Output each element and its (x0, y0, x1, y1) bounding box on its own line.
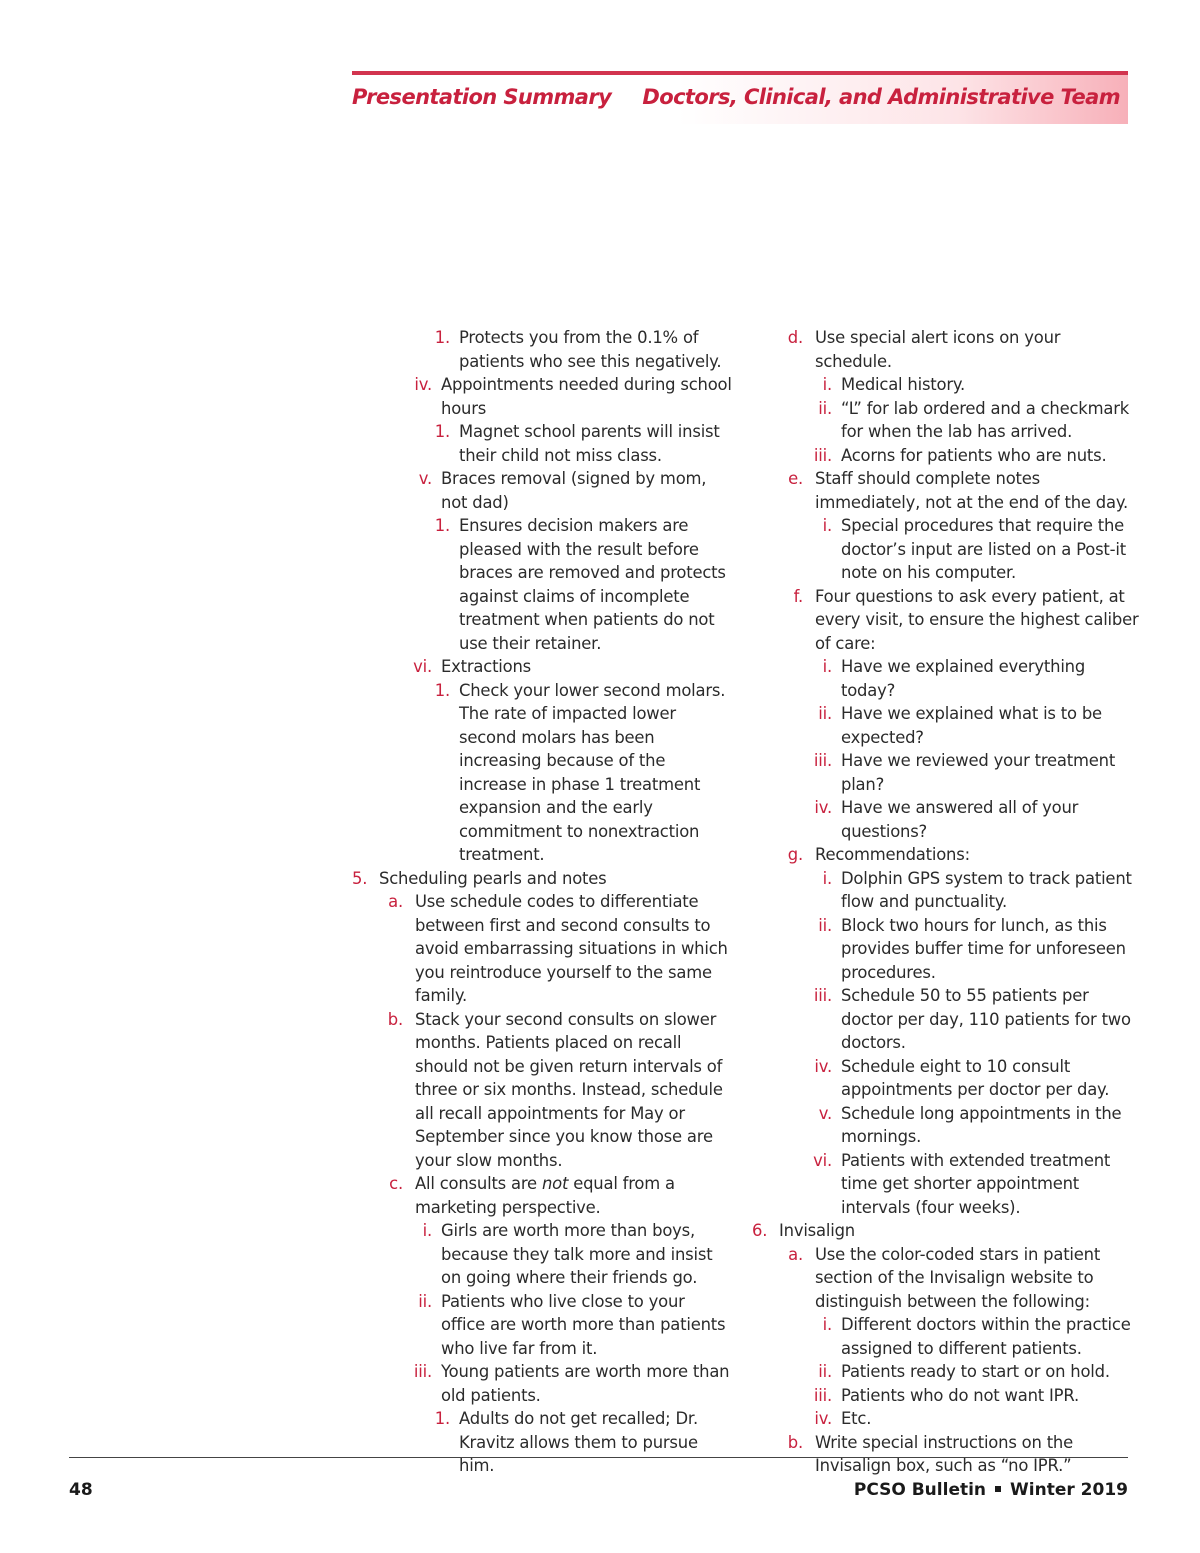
list-marker: f. (793, 586, 803, 606)
list-marker: ii. (818, 1362, 832, 1381)
list-item-text: Protects you from the 0.1% of patients who see this negatively. (459, 328, 722, 371)
list-marker: b. (387, 1009, 403, 1029)
list-item (352, 373, 732, 420)
list-marker: iv. (414, 375, 432, 394)
list-item-text: Acorns for patients who are nuts. (841, 445, 1107, 465)
list-marker: a. (388, 892, 403, 911)
list-item-text: Have we reviewed your treatment plan? (841, 751, 1116, 794)
list-marker: 1. (434, 328, 450, 347)
list-item (752, 1313, 1142, 1360)
list-marker: d. (787, 328, 803, 347)
list-marker: 1. (434, 680, 450, 700)
list-marker: i. (822, 375, 832, 394)
list-item (752, 397, 1142, 444)
list-marker: ii. (818, 398, 832, 418)
list-item-text: Patients ready to start or on hold. (841, 1362, 1110, 1381)
list-marker: iv. (814, 1409, 832, 1428)
footer-divider (69, 1457, 1128, 1458)
square-bullet-icon (995, 1486, 1001, 1492)
list-item (752, 1055, 1142, 1102)
list-item (352, 867, 732, 891)
list-item-text: Staff should complete notes immediately, not at the end of the day. (815, 469, 1129, 512)
list-item-text: Recommendations: (815, 845, 970, 864)
list-item (752, 1431, 1142, 1478)
list-item (752, 373, 1142, 397)
list-item (752, 749, 1142, 796)
list-marker: c. (389, 1174, 403, 1193)
list-item-text: Different doctors within the practice assigned to different patients. (841, 1315, 1131, 1358)
list-item (752, 326, 1142, 373)
list-marker: iii. (813, 445, 832, 465)
list-item-text: Extractions (441, 657, 532, 676)
list-marker: iv. (814, 1056, 832, 1076)
list-item-text: Stack your second consults on slower months. Patients placed on recall should not be given return intervals of three or six months. Instead, schedule all recall appointments for May or September since you know those are your slow months. (415, 1009, 723, 1170)
list-marker: ii. (418, 1291, 432, 1311)
list-item (352, 1008, 732, 1173)
list-item (352, 420, 732, 467)
list-marker: iii. (413, 1362, 432, 1381)
list-marker: vi. (813, 1150, 832, 1170)
list-marker: ii. (818, 915, 832, 935)
list-item (352, 514, 732, 655)
list-marker: iii. (813, 751, 832, 770)
list-item (752, 1360, 1142, 1384)
list-item (352, 890, 732, 1008)
list-item (352, 1172, 732, 1219)
list-item-text: Four questions to ask every patient, at every visit, to ensure the highest caliber of care: (815, 586, 1139, 653)
text-segment: All consults are (415, 1174, 542, 1193)
list-marker: i. (822, 516, 832, 535)
list-item-text: Write special instructions on the Invisalign box, such as “no IPR.” (815, 1432, 1074, 1475)
list-item (752, 1102, 1142, 1149)
list-item (752, 1407, 1142, 1431)
list-marker: 1. (434, 422, 450, 441)
list-marker: e. (788, 469, 803, 488)
list-marker: b. (787, 1432, 803, 1452)
list-item-text: Patients who live close to your office are worth more than patients who live far from it. (441, 1291, 726, 1358)
list-item-text: Special procedures that require the doctor’s input are listed on a Post-it note on his computer. (841, 516, 1126, 582)
list-item-text: Schedule long appointments in the mornings. (841, 1103, 1122, 1146)
list-item (752, 796, 1142, 843)
list-item-text: Block two hours for lunch, as this provides buffer time for unforeseen procedures. (841, 915, 1126, 982)
list-item-text: Invisalign (779, 1221, 855, 1240)
list-item-text: Use schedule codes to differentiate between first and second consults to avoid embarrassing situations in which you reintroduce yourself to the same family. (415, 892, 728, 1005)
list-item-text: Schedule eight to 10 consult appointments per doctor per day. (841, 1056, 1110, 1099)
list-item-text: Adults do not get recalled; Dr. Kravitz allows them to pursue him. (459, 1409, 698, 1475)
list-item (752, 1219, 1142, 1243)
list-item (752, 843, 1142, 867)
list-item (752, 1149, 1142, 1220)
list-item-text (415, 1174, 675, 1217)
list-item (752, 1384, 1142, 1408)
list-item-text: Etc. (841, 1409, 872, 1428)
list-item (752, 702, 1142, 749)
list-item-text: Magnet school parents will insist their child not miss class. (459, 422, 720, 465)
list-marker: ii. (818, 704, 832, 723)
left-column (352, 326, 732, 1478)
list-marker: iii. (813, 986, 832, 1005)
list-item-text: Ensures decision makers are pleased with the result before braces are removed and protects against claims of incomplete treatment when patients do not use their retainer. (459, 516, 726, 653)
list-item (752, 514, 1142, 585)
list-marker: iii. (813, 1385, 832, 1405)
list-marker: 6. (752, 1221, 768, 1240)
list-marker: i. (822, 657, 832, 676)
list-item-text: Scheduling pearls and notes (379, 868, 607, 888)
list-marker: 1. (434, 516, 450, 535)
section-subtitle: Doctors, Clinical, and Administrative Team (642, 85, 1120, 109)
list-item-text: Patients who do not want IPR. (841, 1385, 1079, 1405)
list-item (752, 444, 1142, 468)
list-marker: i. (822, 1315, 832, 1334)
list-marker: a. (788, 1244, 803, 1264)
list-item (752, 867, 1142, 914)
list-marker: v. (418, 469, 432, 488)
section-title: Presentation Summary (352, 85, 612, 109)
list-item (352, 655, 732, 679)
list-item (352, 1219, 732, 1290)
list-marker: vi. (413, 657, 432, 676)
emphasis-text: not (541, 1174, 569, 1193)
list-item-text: Schedule 50 to 55 patients per doctor per day, 110 patients for two doctors. (841, 986, 1131, 1052)
page-number: 48 (69, 1480, 93, 1500)
right-column (752, 326, 1142, 1478)
list-item (352, 1290, 732, 1361)
list-item (352, 467, 732, 514)
list-item-text: Use the color-coded stars in patient section of the Invisalign website to distinguish between the following: (815, 1244, 1101, 1311)
list-item (752, 984, 1142, 1055)
list-item-text: Young patients are worth more than old patients. (441, 1362, 730, 1405)
publication-name: PCSO Bulletin (853, 1480, 987, 1500)
list-item-text: Appointments needed during school hours (441, 375, 732, 418)
list-item (752, 914, 1142, 985)
list-item-text: Have we answered all of your questions? (841, 798, 1079, 841)
list-item (752, 585, 1142, 656)
list-item-text: Patients with extended treatment time get shorter appointment intervals (four weeks). (841, 1150, 1111, 1217)
footer-publication (854, 1480, 1128, 1500)
list-item (752, 1243, 1142, 1314)
list-item-text: “L” for lab ordered and a checkmark for when the lab has arrived. (841, 398, 1130, 441)
list-marker: 1. (434, 1409, 450, 1428)
list-item-text: Girls are worth more than boys, because they talk more and insist on going where their friends go. (441, 1221, 713, 1287)
list-marker: v. (818, 1103, 832, 1123)
issue-date: Winter 2019 (1010, 1480, 1128, 1500)
list-item-text: Braces removal (signed by mom, not dad) (441, 469, 707, 512)
list-marker: i. (422, 1221, 432, 1240)
text-segment: equal from a marketing perspective. (415, 1174, 675, 1217)
list-item (352, 326, 732, 373)
list-item-text: Medical history. (841, 375, 966, 394)
list-marker: 5. (352, 868, 368, 888)
list-item-text: Dolphin GPS system to track patient flow and punctuality. (841, 868, 1132, 911)
list-item-text: Use special alert icons on your schedule. (815, 328, 1061, 371)
list-item (352, 1360, 732, 1407)
list-item (752, 655, 1142, 702)
list-item-text: Have we explained what is to be expected? (841, 704, 1102, 747)
list-marker: i. (822, 868, 832, 888)
list-item (352, 679, 732, 867)
list-item-text: Check your lower second molars. The rate of impacted lower second molars has been increasing because of the increase in phase 1 treatment expansion and the early commitment to nonextraction treatment. (459, 680, 726, 864)
list-marker: iv. (814, 798, 832, 817)
list-item (352, 1407, 732, 1478)
list-item-text: Have we explained everything today? (841, 657, 1086, 700)
list-marker: g. (787, 845, 803, 864)
list-item (752, 467, 1142, 514)
page-header (352, 71, 1128, 124)
